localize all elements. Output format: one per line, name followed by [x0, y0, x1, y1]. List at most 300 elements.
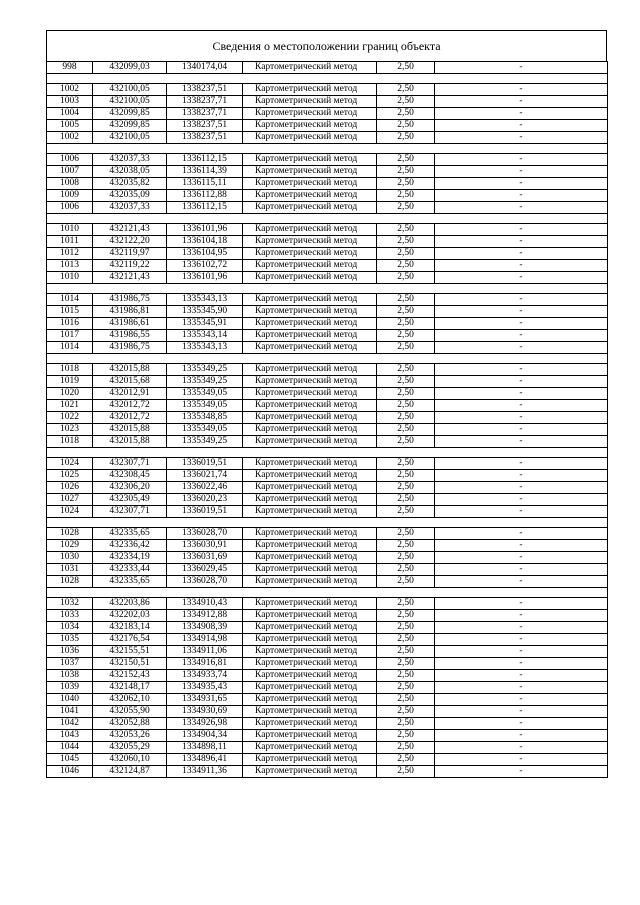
y-coordinate-cell: 1334933,74 [167, 670, 243, 682]
method-cell: Картометрический метод [243, 552, 377, 564]
y-coordinate-cell: 1335345,90 [167, 306, 243, 318]
x-coordinate-cell: 432015,88 [93, 436, 167, 448]
table-row [47, 154, 608, 166]
method-cell: Картометрический метод [243, 482, 377, 494]
point-number-cell: 1041 [47, 706, 93, 718]
accuracy-cell: 2,50 [377, 120, 435, 132]
accuracy-cell: 2,50 [377, 248, 435, 260]
y-coordinate-cell: 1338237,51 [167, 132, 243, 144]
accuracy-cell: 2,50 [377, 494, 435, 506]
y-coordinate-cell: 1335345,91 [167, 318, 243, 330]
x-coordinate-cell: 432055,29 [93, 742, 167, 754]
x-coordinate-cell: 432038,05 [93, 166, 167, 178]
accuracy-cell: 2,50 [377, 306, 435, 318]
point-number-cell: 1014 [47, 294, 93, 306]
method-cell: Картометрический метод [243, 694, 377, 706]
accuracy-cell: 2,50 [377, 224, 435, 236]
description-cell: - [435, 552, 608, 564]
point-number-cell: 1019 [47, 376, 93, 388]
method-cell: Картометрический метод [243, 166, 377, 178]
description-cell: - [435, 576, 608, 588]
group-separator-row [47, 354, 608, 364]
table-row [47, 342, 608, 354]
y-coordinate-cell: 1336019,51 [167, 506, 243, 518]
description-cell: - [435, 248, 608, 260]
method-cell: Картометрический метод [243, 248, 377, 260]
y-coordinate-cell: 1336020,23 [167, 494, 243, 506]
x-coordinate-cell: 432062,10 [93, 694, 167, 706]
point-number-cell: 1010 [47, 272, 93, 284]
table-row [47, 248, 608, 260]
accuracy-cell: 2,50 [377, 564, 435, 576]
point-number-cell: 1002 [47, 132, 93, 144]
point-number-cell: 1038 [47, 670, 93, 682]
method-cell: Картометрический метод [243, 84, 377, 96]
method-cell: Картометрический метод [243, 718, 377, 730]
x-coordinate-cell: 432099,85 [93, 108, 167, 120]
accuracy-cell: 2,50 [377, 202, 435, 214]
method-cell: Картометрический метод [243, 376, 377, 388]
description-cell: - [435, 318, 608, 330]
point-number-cell: 1023 [47, 424, 93, 436]
x-coordinate-cell: 432053,26 [93, 730, 167, 742]
method-cell: Картометрический метод [243, 400, 377, 412]
table-row [47, 634, 608, 646]
accuracy-cell: 2,50 [377, 766, 435, 778]
y-coordinate-cell: 1335343,14 [167, 330, 243, 342]
table-row [47, 528, 608, 540]
y-coordinate-cell: 1334898,11 [167, 742, 243, 754]
y-coordinate-cell: 1336021,74 [167, 470, 243, 482]
separator-cell [47, 74, 608, 84]
method-cell: Картометрический метод [243, 260, 377, 272]
group-separator-row [47, 144, 608, 154]
table-row [47, 658, 608, 670]
separator-cell [47, 144, 608, 154]
point-number-cell: 1007 [47, 166, 93, 178]
method-cell: Картометрический метод [243, 682, 377, 694]
separator-cell [47, 284, 608, 294]
x-coordinate-cell: 432052,88 [93, 718, 167, 730]
y-coordinate-cell: 1334912,88 [167, 610, 243, 622]
description-cell: - [435, 400, 608, 412]
table-row [47, 706, 608, 718]
description-cell: - [435, 670, 608, 682]
table-row [47, 272, 608, 284]
point-number-cell: 1006 [47, 202, 93, 214]
accuracy-cell: 2,50 [377, 178, 435, 190]
method-cell: Картометрический метод [243, 754, 377, 766]
accuracy-cell: 2,50 [377, 84, 435, 96]
table-row [47, 202, 608, 214]
accuracy-cell: 2,50 [377, 506, 435, 518]
x-coordinate-cell: 432037,33 [93, 202, 167, 214]
accuracy-cell: 2,50 [377, 730, 435, 742]
x-coordinate-cell: 432121,43 [93, 272, 167, 284]
description-cell: - [435, 178, 608, 190]
point-number-cell: 1015 [47, 306, 93, 318]
method-cell: Картометрический метод [243, 506, 377, 518]
x-coordinate-cell: 432334,19 [93, 552, 167, 564]
accuracy-cell: 2,50 [377, 236, 435, 248]
accuracy-cell: 2,50 [377, 658, 435, 670]
method-cell: Картометрический метод [243, 190, 377, 202]
description-cell: - [435, 494, 608, 506]
description-cell: - [435, 62, 608, 74]
description-cell: - [435, 132, 608, 144]
group-separator-row [47, 448, 608, 458]
table-row [47, 400, 608, 412]
x-coordinate-cell: 432202,03 [93, 610, 167, 622]
table-row [47, 364, 608, 376]
table-row [47, 576, 608, 588]
method-cell: Картометрический метод [243, 132, 377, 144]
y-coordinate-cell: 1335349,05 [167, 388, 243, 400]
method-cell: Картометрический метод [243, 178, 377, 190]
accuracy-cell: 2,50 [377, 154, 435, 166]
x-coordinate-cell: 432119,22 [93, 260, 167, 272]
table-row [47, 742, 608, 754]
y-coordinate-cell: 1338237,71 [167, 96, 243, 108]
table-row [47, 682, 608, 694]
table-row [47, 236, 608, 248]
y-coordinate-cell: 1334931,65 [167, 694, 243, 706]
y-coordinate-cell: 1335343,13 [167, 342, 243, 354]
description-cell: - [435, 646, 608, 658]
method-cell: Картометрический метод [243, 330, 377, 342]
point-number-cell: 1017 [47, 330, 93, 342]
coordinates-table [46, 61, 608, 778]
method-cell: Картометрический метод [243, 154, 377, 166]
point-number-cell: 1004 [47, 108, 93, 120]
y-coordinate-cell: 1334908,39 [167, 622, 243, 634]
description-cell: - [435, 108, 608, 120]
table-row [47, 670, 608, 682]
x-coordinate-cell: 432176,54 [93, 634, 167, 646]
accuracy-cell: 2,50 [377, 132, 435, 144]
method-cell: Картометрический метод [243, 294, 377, 306]
method-cell: Картометрический метод [243, 424, 377, 436]
method-cell: Картометрический метод [243, 742, 377, 754]
table-row [47, 412, 608, 424]
point-number-cell: 1028 [47, 528, 93, 540]
accuracy-cell: 2,50 [377, 388, 435, 400]
table-row [47, 120, 608, 132]
method-cell: Картометрический метод [243, 670, 377, 682]
accuracy-cell: 2,50 [377, 166, 435, 178]
y-coordinate-cell: 1338237,51 [167, 120, 243, 132]
method-cell: Картометрический метод [243, 564, 377, 576]
method-cell: Картометрический метод [243, 528, 377, 540]
y-coordinate-cell: 1336101,96 [167, 224, 243, 236]
accuracy-cell: 2,50 [377, 622, 435, 634]
description-cell: - [435, 120, 608, 132]
table-row [47, 458, 608, 470]
accuracy-cell: 2,50 [377, 610, 435, 622]
x-coordinate-cell: 432012,72 [93, 400, 167, 412]
y-coordinate-cell: 1334911,06 [167, 646, 243, 658]
x-coordinate-cell: 432015,88 [93, 424, 167, 436]
y-coordinate-cell: 1336028,70 [167, 576, 243, 588]
table-row [47, 96, 608, 108]
point-number-cell: 1028 [47, 576, 93, 588]
description-cell: - [435, 260, 608, 272]
accuracy-cell: 2,50 [377, 376, 435, 388]
method-cell: Картометрический метод [243, 436, 377, 448]
method-cell: Картометрический метод [243, 706, 377, 718]
point-number-cell: 1030 [47, 552, 93, 564]
point-number-cell: 1039 [47, 682, 93, 694]
method-cell: Картометрический метод [243, 610, 377, 622]
method-cell: Картометрический метод [243, 646, 377, 658]
method-cell: Картометрический метод [243, 658, 377, 670]
point-number-cell: 1011 [47, 236, 93, 248]
method-cell: Картометрический метод [243, 388, 377, 400]
x-coordinate-cell: 432012,91 [93, 388, 167, 400]
accuracy-cell: 2,50 [377, 108, 435, 120]
x-coordinate-cell: 431986,81 [93, 306, 167, 318]
y-coordinate-cell: 1334926,98 [167, 718, 243, 730]
description-cell: - [435, 482, 608, 494]
x-coordinate-cell: 432037,33 [93, 154, 167, 166]
point-number-cell: 1008 [47, 178, 93, 190]
point-number-cell: 1035 [47, 634, 93, 646]
accuracy-cell: 2,50 [377, 412, 435, 424]
description-cell: - [435, 96, 608, 108]
table-row [47, 436, 608, 448]
x-coordinate-cell: 432148,17 [93, 682, 167, 694]
x-coordinate-cell: 432035,82 [93, 178, 167, 190]
table-row [47, 306, 608, 318]
method-cell: Картометрический метод [243, 458, 377, 470]
point-number-cell: 1025 [47, 470, 93, 482]
x-coordinate-cell: 432060,10 [93, 754, 167, 766]
point-number-cell: 1012 [47, 248, 93, 260]
table-row [47, 132, 608, 144]
description-cell: - [435, 236, 608, 248]
x-coordinate-cell: 432335,65 [93, 576, 167, 588]
description-cell: - [435, 224, 608, 236]
accuracy-cell: 2,50 [377, 706, 435, 718]
method-cell: Картометрический метод [243, 120, 377, 132]
x-coordinate-cell: 432119,97 [93, 248, 167, 260]
point-number-cell: 1009 [47, 190, 93, 202]
accuracy-cell: 2,50 [377, 670, 435, 682]
table-row [47, 494, 608, 506]
point-number-cell: 1018 [47, 364, 93, 376]
x-coordinate-cell: 432121,43 [93, 224, 167, 236]
y-coordinate-cell: 1335343,13 [167, 294, 243, 306]
description-cell: - [435, 190, 608, 202]
point-number-cell: 1024 [47, 458, 93, 470]
separator-cell [47, 518, 608, 528]
x-coordinate-cell: 432307,71 [93, 506, 167, 518]
description-cell: - [435, 166, 608, 178]
x-coordinate-cell: 432122,20 [93, 236, 167, 248]
point-number-cell: 1005 [47, 120, 93, 132]
method-cell: Картометрический метод [243, 622, 377, 634]
x-coordinate-cell: 432099,85 [93, 120, 167, 132]
y-coordinate-cell: 1336112,15 [167, 154, 243, 166]
method-cell: Картометрический метод [243, 470, 377, 482]
point-number-cell: 1002 [47, 84, 93, 96]
table-row [47, 84, 608, 96]
y-coordinate-cell: 1334930,69 [167, 706, 243, 718]
description-cell: - [435, 730, 608, 742]
x-coordinate-cell: 432306,20 [93, 482, 167, 494]
description-cell: - [435, 470, 608, 482]
point-number-cell: 1016 [47, 318, 93, 330]
method-cell: Картометрический метод [243, 412, 377, 424]
description-cell: - [435, 458, 608, 470]
method-cell: Картометрический метод [243, 318, 377, 330]
table-row [47, 260, 608, 272]
description-cell: - [435, 202, 608, 214]
point-number-cell: 1026 [47, 482, 93, 494]
x-coordinate-cell: 432035,09 [93, 190, 167, 202]
accuracy-cell: 2,50 [377, 552, 435, 564]
x-coordinate-cell: 432055,90 [93, 706, 167, 718]
document-title: Сведения о местоположении границ объекта [46, 30, 607, 61]
x-coordinate-cell: 431986,55 [93, 330, 167, 342]
method-cell: Картометрический метод [243, 342, 377, 354]
description-cell: - [435, 694, 608, 706]
x-coordinate-cell: 432012,72 [93, 412, 167, 424]
method-cell: Картометрический метод [243, 634, 377, 646]
table-row [47, 388, 608, 400]
x-coordinate-cell: 432203,86 [93, 598, 167, 610]
point-number-cell: 1010 [47, 224, 93, 236]
accuracy-cell: 2,50 [377, 260, 435, 272]
y-coordinate-cell: 1340174,04 [167, 62, 243, 74]
x-coordinate-cell: 431986,61 [93, 318, 167, 330]
point-number-cell: 1014 [47, 342, 93, 354]
y-coordinate-cell: 1336101,96 [167, 272, 243, 284]
y-coordinate-cell: 1335349,05 [167, 424, 243, 436]
accuracy-cell: 2,50 [377, 742, 435, 754]
description-cell: - [435, 330, 608, 342]
description-cell: - [435, 84, 608, 96]
x-coordinate-cell: 432307,71 [93, 458, 167, 470]
x-coordinate-cell: 432100,05 [93, 96, 167, 108]
x-coordinate-cell: 432336,42 [93, 540, 167, 552]
point-number-cell: 1031 [47, 564, 93, 576]
accuracy-cell: 2,50 [377, 540, 435, 552]
x-coordinate-cell: 432152,43 [93, 670, 167, 682]
y-coordinate-cell: 1336031,69 [167, 552, 243, 564]
accuracy-cell: 2,50 [377, 458, 435, 470]
x-coordinate-cell: 432150,51 [93, 658, 167, 670]
table-row [47, 424, 608, 436]
table-row [47, 482, 608, 494]
table-row [47, 506, 608, 518]
method-cell: Картометрический метод [243, 730, 377, 742]
accuracy-cell: 2,50 [377, 576, 435, 588]
method-cell: Картометрический метод [243, 540, 377, 552]
description-cell: - [435, 528, 608, 540]
point-number-cell: 1020 [47, 388, 93, 400]
x-coordinate-cell: 432015,68 [93, 376, 167, 388]
point-number-cell: 1027 [47, 494, 93, 506]
table-row [47, 330, 608, 342]
accuracy-cell: 2,50 [377, 718, 435, 730]
separator-cell [47, 448, 608, 458]
separator-cell [47, 354, 608, 364]
point-number-cell: 1037 [47, 658, 93, 670]
y-coordinate-cell: 1334910,43 [167, 598, 243, 610]
description-cell: - [435, 306, 608, 318]
description-cell: - [435, 766, 608, 778]
accuracy-cell: 2,50 [377, 342, 435, 354]
table-row [47, 376, 608, 388]
accuracy-cell: 2,50 [377, 598, 435, 610]
method-cell: Картометрический метод [243, 96, 377, 108]
table-row [47, 190, 608, 202]
accuracy-cell: 2,50 [377, 62, 435, 74]
accuracy-cell: 2,50 [377, 634, 435, 646]
y-coordinate-cell: 1336114,39 [167, 166, 243, 178]
x-coordinate-cell: 432305,49 [93, 494, 167, 506]
description-cell: - [435, 506, 608, 518]
y-coordinate-cell: 1336030,91 [167, 540, 243, 552]
accuracy-cell: 2,50 [377, 436, 435, 448]
table-row [47, 754, 608, 766]
table-row [47, 294, 608, 306]
y-coordinate-cell: 1334904,34 [167, 730, 243, 742]
point-number-cell: 1024 [47, 506, 93, 518]
point-number-cell: 1044 [47, 742, 93, 754]
accuracy-cell: 2,50 [377, 424, 435, 436]
accuracy-cell: 2,50 [377, 190, 435, 202]
group-separator-row [47, 518, 608, 528]
y-coordinate-cell: 1336104,18 [167, 236, 243, 248]
point-number-cell: 1046 [47, 766, 93, 778]
y-coordinate-cell: 1334914,98 [167, 634, 243, 646]
point-number-cell: 1003 [47, 96, 93, 108]
method-cell: Картометрический метод [243, 62, 377, 74]
description-cell: - [435, 564, 608, 576]
point-number-cell: 1032 [47, 598, 93, 610]
point-number-cell: 998 [47, 62, 93, 74]
x-coordinate-cell: 432124,87 [93, 766, 167, 778]
method-cell: Картометрический метод [243, 272, 377, 284]
method-cell: Картометрический метод [243, 598, 377, 610]
table-row [47, 108, 608, 120]
table-row [47, 646, 608, 658]
separator-cell [47, 214, 608, 224]
accuracy-cell: 2,50 [377, 646, 435, 658]
method-cell: Картометрический метод [243, 224, 377, 236]
point-number-cell: 1006 [47, 154, 93, 166]
point-number-cell: 1045 [47, 754, 93, 766]
y-coordinate-cell: 1334935,43 [167, 682, 243, 694]
y-coordinate-cell: 1336028,70 [167, 528, 243, 540]
accuracy-cell: 2,50 [377, 470, 435, 482]
point-number-cell: 1040 [47, 694, 93, 706]
x-coordinate-cell: 432335,65 [93, 528, 167, 540]
document-sheet [46, 30, 607, 778]
description-cell: - [435, 718, 608, 730]
y-coordinate-cell: 1334911,36 [167, 766, 243, 778]
description-cell: - [435, 598, 608, 610]
point-number-cell: 1043 [47, 730, 93, 742]
table-row [47, 622, 608, 634]
group-separator-row [47, 588, 608, 598]
description-cell: - [435, 658, 608, 670]
accuracy-cell: 2,50 [377, 400, 435, 412]
x-coordinate-cell: 431986,75 [93, 342, 167, 354]
group-separator-row [47, 214, 608, 224]
